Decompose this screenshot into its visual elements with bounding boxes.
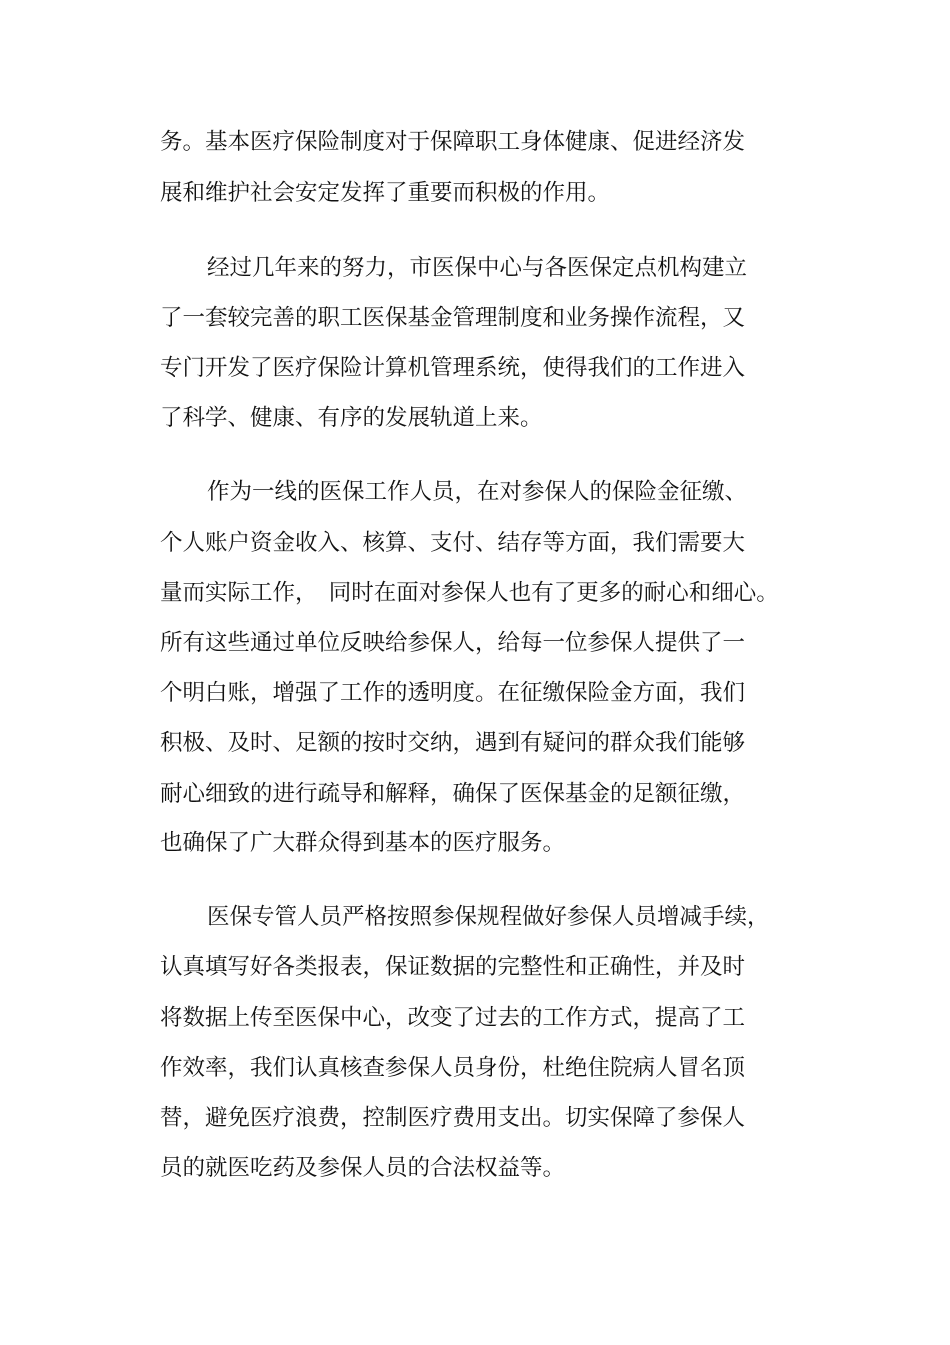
paragraph-2-line-2: 了一套较完善的职工医保基金管理制度和业务操作流程，又 [160,305,746,331]
paragraph-3-line-1: 作为一线的医保工作人员，在对参保人的保险金征缴、 [207,479,748,505]
paragraph-4-line-2: 认真填写好各类报表，保证数据的完整性和正确性，并及时 [160,954,746,980]
paragraph-3-line-3: 量而实际工作， 同时在面对参保人也有了更多的耐心和细心。 [160,580,779,606]
paragraph-4-line-6: 员的就医吃药及参保人员的合法权益等。 [160,1155,566,1181]
paragraph-3-line-7: 耐心细致的进行疏导和解释，确保了医保基金的足额征缴， [160,781,746,807]
paragraph-4-line-5: 替，避免医疗浪费，控制医疗费用支出。切实保障了参保人 [160,1105,746,1131]
paragraph-4-line-1: 医保专管人员严格按照参保规程做好参保人员增减手续， [207,904,770,930]
paragraph-4-line-4: 作效率，我们认真核查参保人员身份，杜绝住院病人冒名顶 [160,1055,746,1081]
paragraph-3-line-4: 所有这些通过单位反映给参保人，给每一位参保人提供了一 [160,630,746,656]
paragraph-2-line-3: 专门开发了医疗保险计算机管理系统，使得我们的工作进入 [160,355,746,381]
paragraph-3-line-5: 个明白账，增强了工作的透明度。在征缴保险金方面，我们 [160,680,746,706]
paragraph-2-line-4: 了科学、健康、有序的发展轨道上来。 [160,405,543,431]
paragraph-1-line-1: 务。基本医疗保险制度对于保障职工身体健康、促进经济发 [160,129,746,155]
paragraph-3-line-2: 个人账户资金收入、核算、支付、结存等方面，我们需要大 [160,530,746,556]
paragraph-3-line-8: 也确保了广大群众得到基本的医疗服务。 [160,830,566,856]
paragraph-3-line-6: 积极、及时、足额的按时交纳，遇到有疑问的群众我们能够 [160,730,746,756]
paragraph-1-line-2: 展和维护社会安定发挥了重要而积极的作用。 [160,180,611,206]
paragraph-2-line-1: 经过几年来的努力，市医保中心与各医保定点机构建立 [207,255,748,281]
paragraph-4-line-3: 将数据上传至医保中心，改变了过去的工作方式，提高了工 [160,1005,746,1031]
